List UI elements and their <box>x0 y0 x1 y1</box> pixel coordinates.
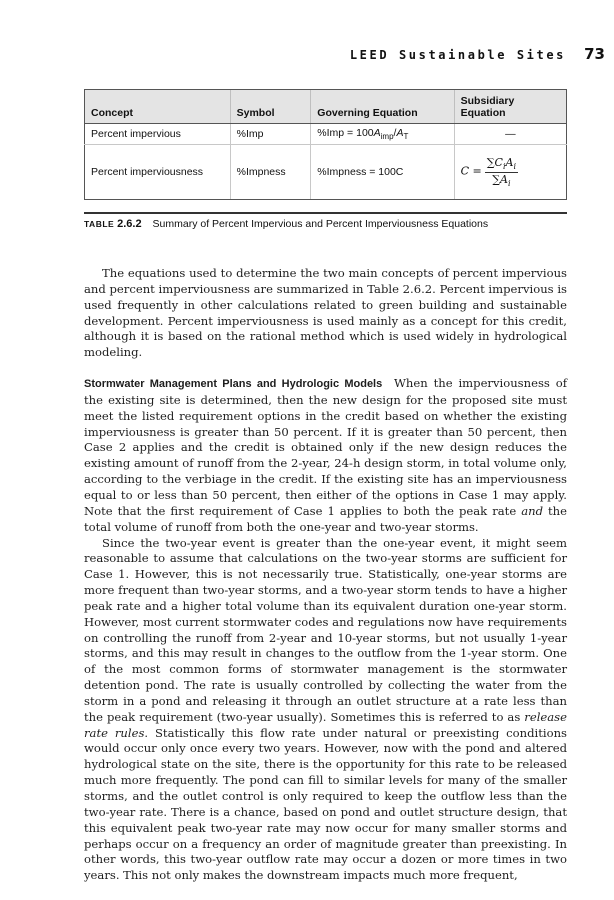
eq-sub: imp <box>380 132 394 142</box>
cell-symbol: %Impness <box>230 145 311 200</box>
cell-symbol: %Imp <box>230 124 311 145</box>
summary-table <box>84 89 567 200</box>
eq-var: A <box>373 127 381 139</box>
eq-num-sum: ∑C <box>486 156 503 170</box>
cell-governing-equation: %Impness = 100C <box>311 145 454 200</box>
eq-sub: i <box>513 162 517 172</box>
paragraph: The equations used to determine the two main concepts of percent impervious and percent imperviousness are summarized in Table 2.6.2. Percent impervious is used frequently in other calculations related to green building and sustainable development. Percent imperviousness is used mainly as a concept for this credit, although it is based on the rational method which is used widely in hydrological modeling. <box>84 266 567 360</box>
emphasis-text: release rate rules <box>84 709 567 740</box>
eq-sub: T <box>403 132 409 142</box>
paragraph-text: When the imperviousness of the existing site is determined, then the new design for the proposed site must meet the listed requirement options in the credit based on whether the existing imperviousness is greater than 50 percent. If it is greater than 50 percent, then Case 2 applies and the credit is obtained only if the new design reduces the existing amount of runoff from the 2-year, 24-h design storm, in total volume only, according to the verbiage in the credit. If the existing site has an imperviousness equal to or less than 50 percent, then either of the options in Case 1 may apply. Note that the first requirement of Case 1 applies to both the peak rate <box>84 376 568 518</box>
cell-governing-equation <box>311 124 454 145</box>
eq-prefix: %Imp = 100 <box>317 127 374 139</box>
eq-slash: / <box>393 127 397 139</box>
table-row <box>85 145 567 200</box>
fraction-denominator <box>485 173 518 188</box>
cell-subsidiary-equation: — <box>454 124 566 145</box>
cell-concept: Percent impervious <box>85 124 231 145</box>
eq-var: A <box>396 127 404 139</box>
body-text <box>84 266 567 884</box>
eq-den-sum: ∑A <box>492 172 508 186</box>
eq-var: A <box>505 156 514 170</box>
table-row <box>85 124 567 145</box>
run-in-heading: Stormwater Management Plans and Hydrologic Models <box>84 378 383 391</box>
eq-sub: i <box>508 178 511 188</box>
eq-sub: i <box>502 162 506 172</box>
caption-number: 2.6.2 <box>117 218 142 230</box>
page-number: 73 <box>584 45 605 63</box>
column-header-governing-equation: Governing Equation <box>311 90 454 124</box>
column-header-concept: Concept <box>85 90 231 124</box>
paragraph <box>84 376 567 535</box>
fraction <box>485 156 518 187</box>
equation-lhs: C = <box>460 164 482 178</box>
fraction-numerator <box>485 156 518 172</box>
paragraph-text: the total volume of runoff from both the one-year and two-year storms. <box>84 503 567 534</box>
paragraph-text: . Statistically this flow rate under natural or preexisting conditions would occur only once every two years. However, now with the pond and altered hydrological state on the site, there is the opportunity for this rate to be released much more frequently. The pond can fill to similar levels for many of the smaller storms, and the outlet control is only required to keep the outflow less than the two-year rate. There is a chance, based on pond and outlet structure design, that this equivalent peak two-year rate may now occur for many smaller storms and perhaps occur on a frequency an order of magnitude greater than preexisting. In other words, this two-year outflow rate may occur a dozen or more times in two years. This not only makes the downstream impacts much more frequent, <box>84 725 567 883</box>
column-header-symbol: Symbol <box>230 90 311 124</box>
caption-text: Summary of Percent Impervious and Percent Imperviousness Equations <box>152 218 489 230</box>
cell-concept: Percent imperviousness <box>85 145 231 200</box>
column-header-subsidiary-equation: Subsidiary Equation <box>454 90 566 124</box>
table-header-row <box>85 90 567 124</box>
caption-label: TABLE <box>84 219 115 229</box>
page-header <box>0 46 614 66</box>
emphasis-text: and <box>521 503 543 518</box>
paragraph-text: Since the two-year event is greater than the one-year event, it might seem reasonable to assume that calculations on the two-year storms are sufficient for Case 1. However, this is not necessarily true. Statistically, one-year storms are more frequent than two-year storms, and a two-year storm tends to have a higher peak rate and a higher total volume than its equivalent duration one-year storm. However, most current stormwater codes and regulations now have requirements on controlling the runoff from 2-year and 10-year storms, but not usually 1-year storms, and this may result in changes to the outflow from the 1-year storm. One of the most common forms of stormwater management is the stormwater detention pond. The rate is usually controlled by collecting the water from the storm in a pond and releasing it through an outlet structure at a rate less than the peak requirement (two-year usually). Sometimes this is referred to as <box>84 535 567 724</box>
running-head: LEED Sustainable Sites <box>349 48 566 62</box>
paragraph <box>84 536 567 885</box>
cell-subsidiary-equation <box>454 145 566 200</box>
table-caption <box>84 212 567 230</box>
